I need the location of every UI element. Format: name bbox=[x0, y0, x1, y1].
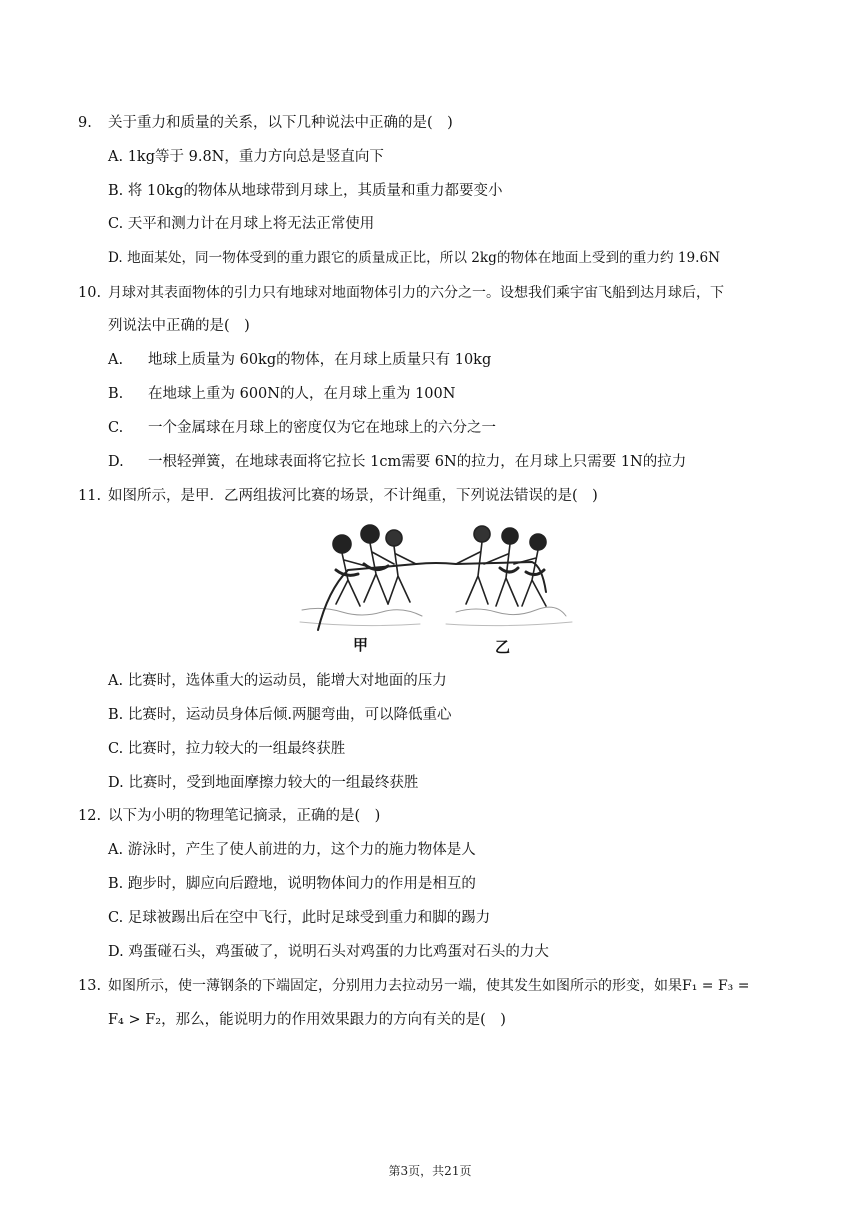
q10-number: 10. bbox=[78, 285, 102, 301]
option-label: C. bbox=[108, 216, 124, 232]
option-text: 游泳时，产生了使人前进的力，这个力的施力物体是人 bbox=[127, 842, 476, 858]
option-label: C. bbox=[108, 910, 124, 926]
q10-stem-line2: 列说法中正确的是( ) bbox=[108, 318, 250, 334]
q12-option-a bbox=[108, 840, 476, 860]
q11-option-b bbox=[108, 705, 451, 725]
option-label: D. bbox=[108, 944, 124, 960]
option-label: D. bbox=[108, 250, 123, 266]
q9-stem: 关于重力和质量的关系，以下几种说法中正确的是( ) bbox=[108, 115, 453, 131]
option-text: 将 10kg的物体从地球带到月球上，其质量和重力都要变小 bbox=[127, 183, 503, 199]
option-label: A. bbox=[108, 842, 124, 858]
option-label: A. bbox=[108, 149, 124, 165]
q12-stem: 以下为小明的物理笔记摘录，正确的是( ) bbox=[108, 808, 381, 824]
q12-number: 12. bbox=[78, 808, 102, 824]
q10-stem-line1: 月球对其表面物体的引力只有地球对地面物体引力的六分之一。设想我们乘宇宙飞船到达月球后，下 bbox=[108, 285, 724, 301]
q9-option-b bbox=[108, 181, 503, 201]
q12-option-b bbox=[108, 874, 476, 894]
option-text: 足球被踢出后在空中飞行，此时足球受到重力和脚的踢力 bbox=[127, 910, 491, 926]
q10-option-b bbox=[108, 384, 455, 404]
q13-stem-line1: 如图所示，使一薄钢条的下端固定，分别用力去拉动另一端，使其发生如图所示的形变，如果F₁ = F₃ = bbox=[108, 978, 750, 994]
option-text: 地球上质量为 60kg的物体，在月球上质量只有 10kg bbox=[148, 352, 492, 368]
option-label: C. bbox=[108, 420, 124, 436]
option-text: 比赛时，拉力较大的一组最终获胜 bbox=[127, 741, 346, 757]
option-label: D. bbox=[108, 775, 124, 791]
q11-option-a bbox=[108, 671, 447, 691]
option-text: 地面某处，同一物体受到的重力跟它的质量成正比，所以 2kg的物体在地面上受到的重力约 19.6N bbox=[127, 250, 721, 266]
q11-number: 11. bbox=[78, 488, 102, 504]
option-text: 1kg等于 9.8N，重力方向总是竖直向下 bbox=[127, 149, 384, 165]
option-text: 天平和测力计在月球上将无法正常使用 bbox=[127, 216, 375, 232]
option-label: B. bbox=[108, 386, 124, 402]
option-text: 跑步时，脚应向后蹬地，说明物体间力的作用是相互的 bbox=[127, 876, 476, 892]
q13-stem-line2: F₄ > F₂，那么，能说明力的作用效果跟力的方向有关的是( ) bbox=[108, 1012, 506, 1028]
q10-option-d bbox=[108, 452, 686, 472]
option-label: B. bbox=[108, 876, 124, 892]
option-label: B. bbox=[108, 707, 124, 723]
option-text: 一个金属球在月球上的密度仅为它在地球上的六分之一 bbox=[148, 420, 496, 436]
option-label: A. bbox=[108, 352, 124, 368]
q10-option-c bbox=[108, 418, 496, 438]
tug-of-war-illustration bbox=[296, 520, 576, 660]
option-label: D. bbox=[108, 454, 124, 470]
option-text: 一根轻弹簧，在地球表面将它拉长 1cm需要 6N的拉力，在月球上只需要 1N的拉力 bbox=[148, 454, 687, 470]
option-text: 比赛时，受到地面摩擦力较大的一组最终获胜 bbox=[128, 775, 419, 791]
q13-number: 13. bbox=[78, 978, 102, 994]
option-text: 比赛时，运动员身体后倾.两腿弯曲，可以降低重心 bbox=[127, 707, 452, 723]
team-label-jia: 甲 bbox=[353, 636, 369, 654]
option-label: C. bbox=[108, 741, 124, 757]
q12-option-c bbox=[108, 908, 490, 928]
q12-option-d bbox=[108, 942, 549, 962]
q9-option-d bbox=[108, 248, 720, 268]
q9-number: 9. bbox=[78, 115, 92, 131]
option-text: 比赛时，选体重大的运动员，能增大对地面的压力 bbox=[127, 673, 447, 689]
tug-of-war-figure bbox=[296, 520, 576, 660]
q9-option-c bbox=[108, 214, 374, 234]
option-label: A. bbox=[108, 673, 124, 689]
q9-option-a bbox=[108, 147, 384, 167]
q10-option-a bbox=[108, 350, 491, 370]
q11-stem: 如图所示，是甲．乙两组拔河比赛的场景，不计绳重，下列说法错误的是( ) bbox=[108, 488, 598, 504]
option-text: 在地球上重为 600N的人，在月球上重为 100N bbox=[148, 386, 456, 402]
q11-option-d bbox=[108, 773, 418, 793]
page-footer: 第3页，共21页 bbox=[388, 1164, 472, 1178]
q11-option-c bbox=[108, 739, 345, 759]
option-text: 鸡蛋碰石头，鸡蛋破了，说明石头对鸡蛋的力比鸡蛋对石头的力大 bbox=[128, 944, 549, 960]
option-label: B. bbox=[108, 183, 124, 199]
team-label-yi: 乙 bbox=[495, 638, 511, 656]
